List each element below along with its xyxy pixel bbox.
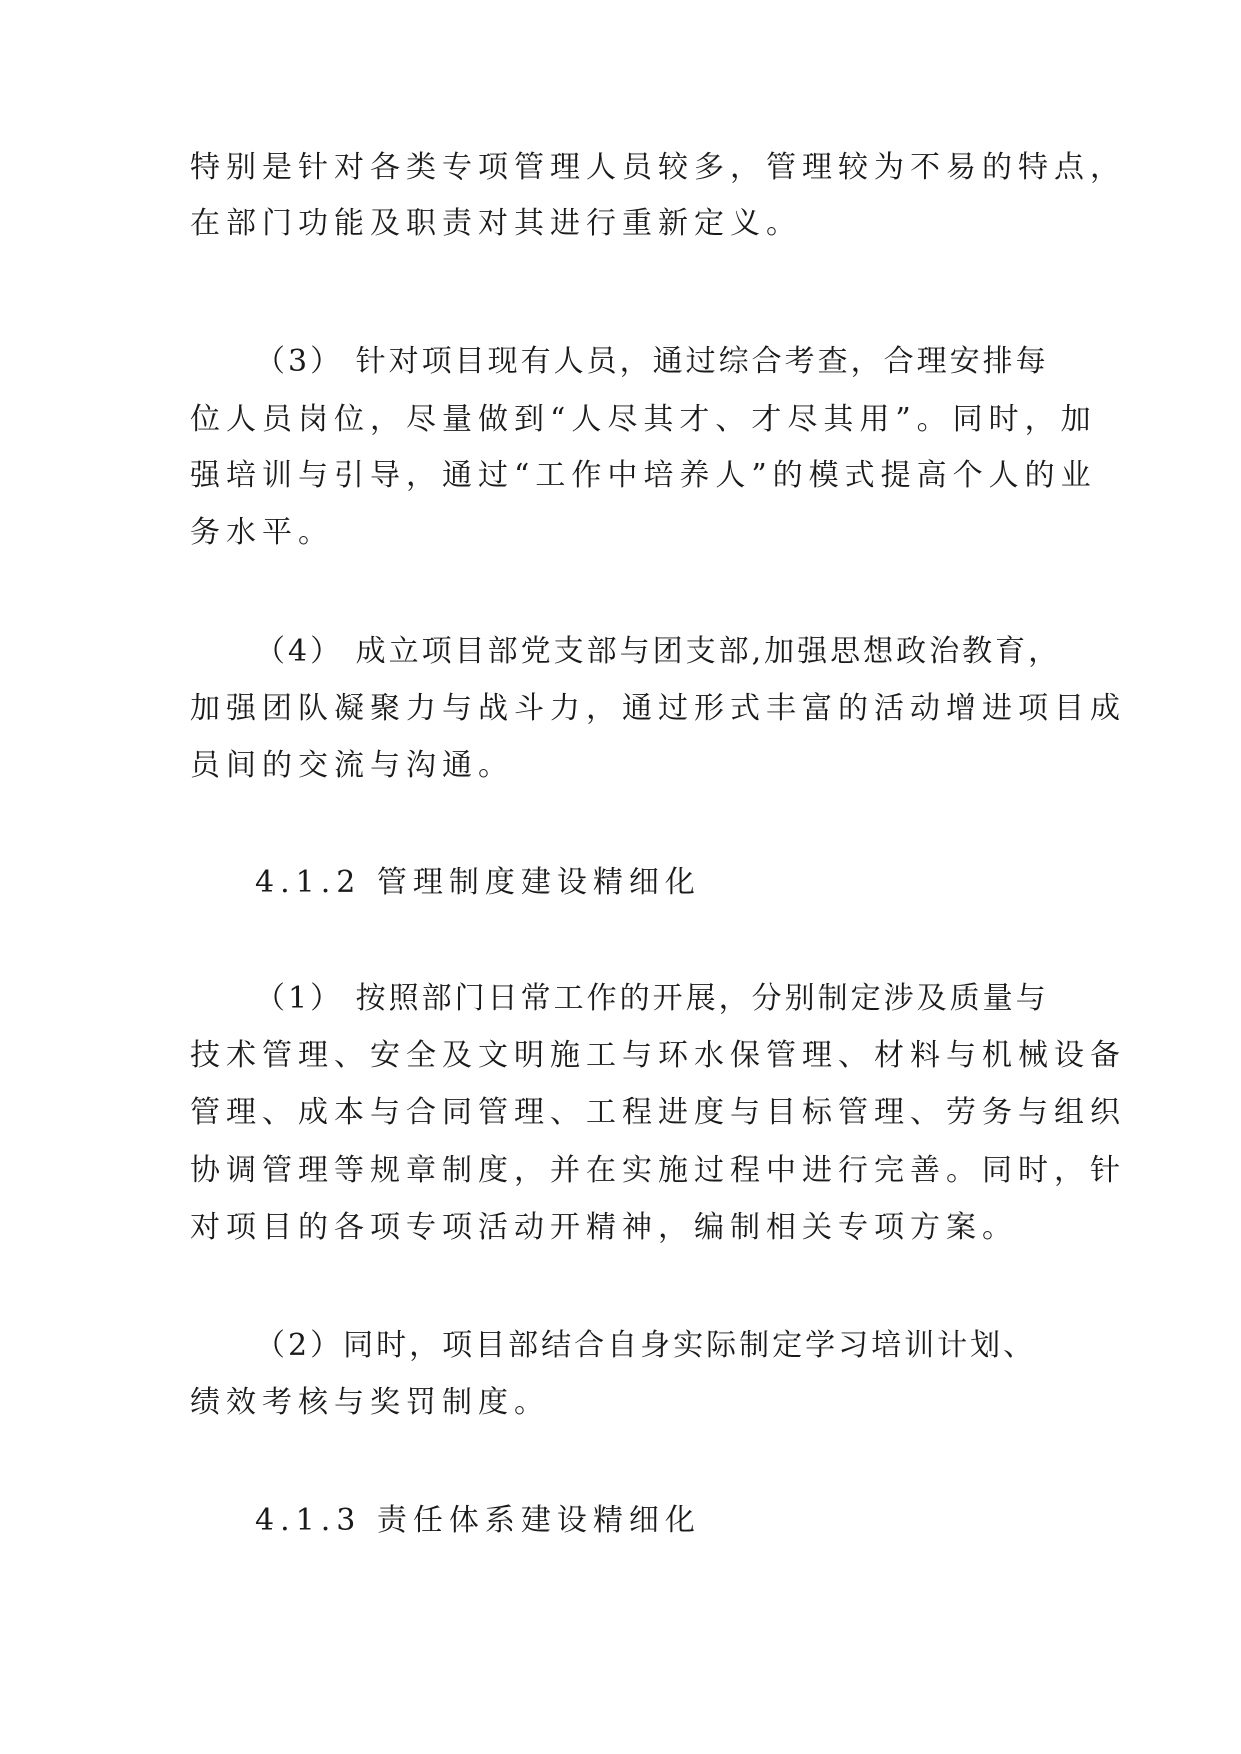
paragraph-2-line-1: （3） 针对项目现有人员，通过综合考查，合理安排每 [255, 344, 1049, 379]
paragraph-4-line-4: 协调管理等规章制度，并在实施过程中进行完善。同时，针 [190, 1153, 1126, 1188]
section-heading-4-1-2: 4.1.2 管理制度建设精细化 [255, 865, 701, 900]
paragraph-4-line-1: （1） 按照部门日常工作的开展，分别制定涉及质量与 [255, 981, 1049, 1016]
paragraph-3-line-1: （4） 成立项目部党支部与团支部,加强思想政治教育， [255, 634, 1062, 669]
paragraph-2-line-2: 位人员岗位，尽量做到“人尽其才、才尽其用”。同时，加 [190, 402, 1097, 437]
paragraph-2-line-4: 务水平。 [190, 515, 334, 550]
section-heading-4-1-3: 4.1.3 责任体系建设精细化 [255, 1503, 701, 1538]
paragraph-3-line-3: 员间的交流与沟通。 [190, 748, 514, 783]
paragraph-4-line-3: 管理、成本与合同管理、工程进度与目标管理、劳务与组织 [190, 1095, 1126, 1130]
paragraph-1-line-1: 特别是针对各类专项管理人员较多，管理较为不易的特点， [190, 150, 1126, 185]
paragraph-5-line-1: （2）同时，项目部结合自身实际制定学习培训计划、 [255, 1328, 1037, 1363]
paragraph-1-line-2: 在部门功能及职责对其进行重新定义。 [190, 206, 802, 241]
paragraph-3-line-2: 加强团队凝聚力与战斗力，通过形式丰富的活动增进项目成 [190, 691, 1126, 726]
paragraph-2-line-3: 强培训与引导，通过“工作中培养人”的模式提高个人的业 [190, 458, 1097, 493]
paragraph-4-line-5: 对项目的各项专项活动开精神，编制相关专项方案。 [190, 1210, 1018, 1245]
paragraph-5-line-2: 绩效考核与奖罚制度。 [190, 1385, 550, 1420]
paragraph-4-line-2: 技术管理、安全及文明施工与环水保管理、材料与机械设备 [190, 1038, 1126, 1073]
